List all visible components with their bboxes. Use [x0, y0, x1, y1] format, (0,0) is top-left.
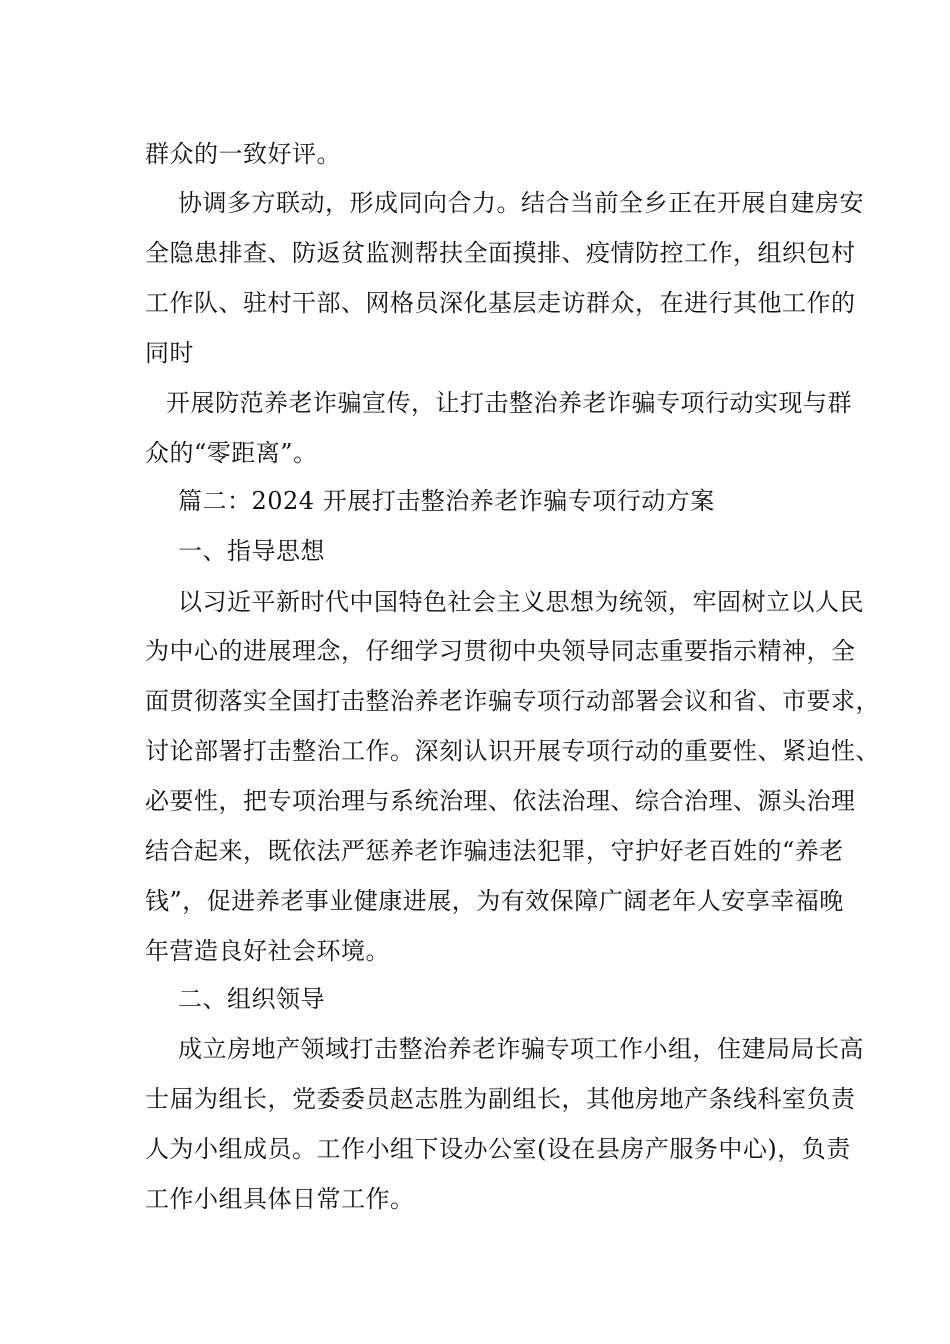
section-title: 篇二：2024 开展打击整治养老诈骗专项行动方案: [178, 487, 715, 515]
text-line: 工作小组具体日常工作。: [145, 1185, 415, 1213]
text-line: 结合起来，既依法严惩养老诈骗违法犯罪，守护好老百姓的“养老: [145, 837, 844, 865]
text-line: 同时: [145, 339, 194, 367]
text-line: 成立房地产领域打击整治养老诈骗专项工作小组，住建局局长高: [178, 1035, 864, 1063]
text-line: 以习近平新时代中国特色社会主义思想为统领，牢固树立以人民: [178, 588, 864, 616]
text-line: 群众的一致好评。: [145, 140, 341, 168]
text-line: 面贯彻落实全国打击整治养老诈骗专项行动部署会议和省、市要求，: [145, 687, 880, 715]
text-line: 协调多方联动，形成同向合力。结合当前全乡正在开展自建房安: [178, 189, 864, 217]
text-line: 士届为组长，党委委员赵志胜为副组长，其他房地产条线科室负责: [145, 1085, 856, 1113]
text-line: 工作队、驻村干部、网格员深化基层走访群众，在进行其他工作的: [145, 289, 856, 317]
text-line: 全隐患排查、防返贫监测帮扶全面摸排、疫情防控工作，组织包村: [145, 239, 856, 267]
text-line: 必要性，把专项治理与系统治理、依法治理、综合治理、源头治理: [145, 787, 856, 815]
text-line: 为中心的进展理念，仔细学习贯彻中央领导同志重要指示精神，全: [145, 637, 856, 665]
text-line: 人为小组成员。工作小组下设办公室(设在县房产服务中心)，负责: [145, 1135, 851, 1163]
text-line: 讨论部署打击整治工作。深刻认识开展专项行动的重要性、紧迫性、: [145, 737, 880, 765]
text-line: 众的“零距离”。: [145, 439, 318, 467]
heading: 一、指导思想: [178, 537, 325, 565]
text-line: 开展防范养老诈骗宣传，让打击整治养老诈骗专项行动实现与群: [166, 389, 852, 417]
text-line: 年营造良好社会环境。: [145, 937, 390, 965]
text-line: 钱”，促进养老事业健康进展，为有效保障广阔老年人安享幸福晚: [145, 887, 844, 915]
heading: 二、组织领导: [178, 985, 325, 1013]
